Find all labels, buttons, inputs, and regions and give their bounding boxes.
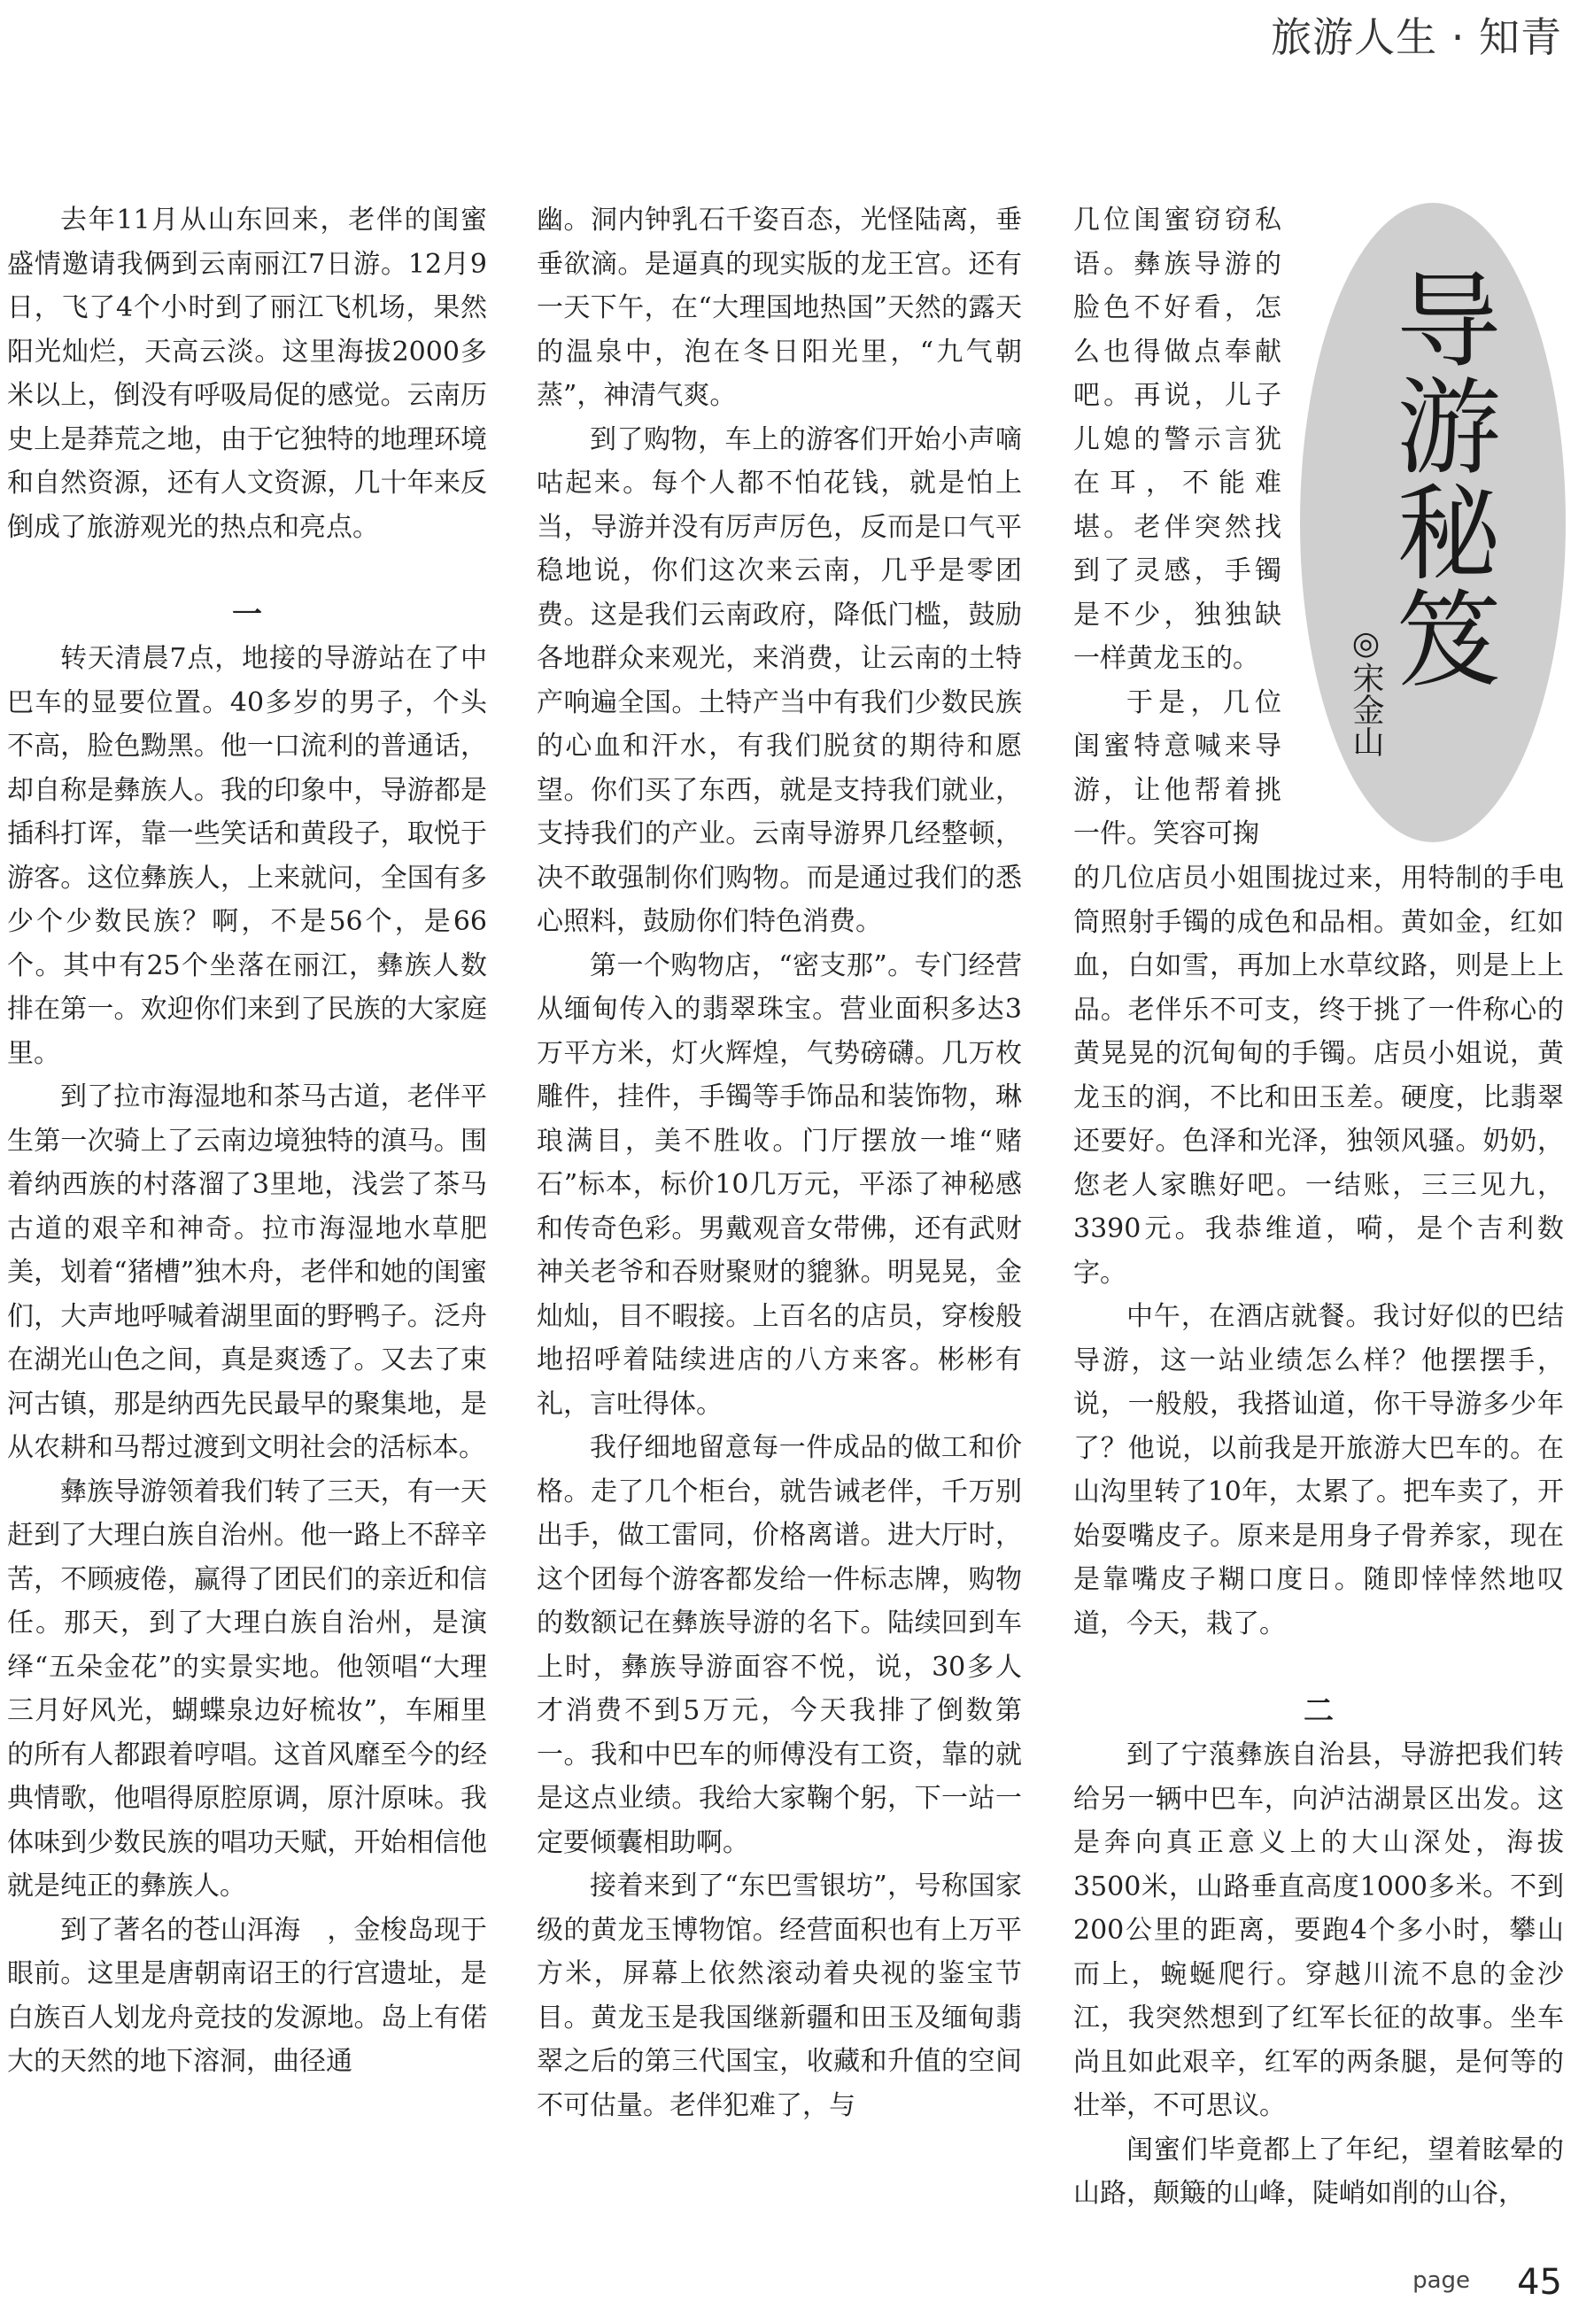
paragraph: 接着来到了“东巴雪银坊”，号称国家级的黄龙玉博物馆。经营面积也有上万平方米，屏幕上依然滚动着央视的鉴宝节目。黄龙玉是我国继新疆和田玉及缅甸翡翠之后的第三代国宝，收藏和升值的空间不可估量。老伴犯难了，与 xyxy=(537,1871,1022,2121)
paragraph: 到了拉市海湿地和茶马古道，老伴平生第一次骑上了云南边境独特的滇马。围着纳西族的村落溜了3里地，浅尝了茶马古道的艰辛和神奇。拉市海湿地水草肥美，划着“猪槽”独木舟，老伴和她的闺蜜们，大声地呼喊着湖里面的野鸭子。泛舟在湖光山色之间，真是爽透了。又去了束河古镇，那是纳西先民最早的聚集地，是从农耕和马帮过渡到文明社会的活标本。 xyxy=(7,1081,487,1463)
paragraph: 中午，在酒店就餐。我讨好似的巴结导游，这一站业绩怎么样？他摆摆手，说，一般般，我搭讪道，你干导游多少年了？他说，以前我是开旅游大巴车的。在山沟里转了10年，太累了。把车卖了，开始耍嘴皮子。原来是用身子骨养家，现在是靠嘴皮子糊口度日。随即悻悻然地叹道，今天，栽了。 xyxy=(1073,1301,1564,1639)
paragraph: 到了著名的苍山洱海 ，金梭岛现于眼前。这里是唐朝南诏王的行宫遗址，是白族百人划龙舟竞技的发源地。岛上有偌大的天然的地下溶洞，曲径通 xyxy=(7,1914,487,2077)
paragraph: 彝族导游领着我们转了三天，有一天赶到了大理白族自治州。他一路上不辞辛苦，不顾疲倦，赢得了团民们的亲近和信任。那天，到了大理白族自治州，是演绎“五朵金花”的实景实地。他领唱“大理三月好风光，蝴蝶泉边好梳妆”，车厢里的所有人都跟着哼唱。这首风靡至今的经典情歌，他唱得原腔原调，原汁原味。我体味到少数民族的唱功天赋，开始相信他就是纯正的彝族人。 xyxy=(7,1476,487,1902)
paragraph: 到了宁蒗彝族自治县，导游把我们转给另一辆中巴车，向泸沽湖景区出发。这是奔向真正意义上的大山深处，海拔3500米，山路垂直高度1000多米。不到200公里的距离，要跑4个多小时，攀山而上，蜿蜒爬行。穿越川流不息的金沙江，我突然想到了红军长征的故事。坐车尚且如此艰辛，红军的两条腿，是何等的壮举，不可思议。 xyxy=(1073,1739,1564,2121)
paragraph: 去年11月从山东回来，老伴的闺蜜盛情邀请我俩到云南丽江7日游。12月9日，飞了4个小时到了丽江飞机场，果然阳光灿烂，天高云淡。这里海拔2000多米以上，倒没有呼吸局促的感觉。云南历史上是莽荒之地，由于它独特的地理环境和自然资源，还有人文资源，几十年来反倒成了旅游观光的热点和亮点。 xyxy=(7,205,487,543)
article-column-2 xyxy=(537,198,1022,2127)
page-number: 45 xyxy=(1517,2262,1562,2303)
article-title: 导游秘笈 xyxy=(1379,266,1501,691)
paragraph: 第一个购物店，“密支那”。专门经营从缅甸传入的翡翠珠宝。营业面积多达3万平方米，灯火辉煌，气势磅礴。几万枚雕件，挂件，手镯等手饰品和装饰物，琳琅满目，美不胜收。门厅摆放一堆“赌石”标本，标价10几万元，平添了神秘感和传奇色彩。男戴观音女带佛，还有武财神关老爷和吞财聚财的貔貅。明晃晃，金灿灿，目不暇接。上百名的店员，穿梭般地招呼着陆续进店的八方来客。彬彬有礼，言吐得体。 xyxy=(537,949,1022,1420)
paragraph-spacer xyxy=(7,549,487,593)
article-column-3-bottom xyxy=(1073,856,1564,2216)
section-heading: 一 xyxy=(232,596,262,632)
paragraph: 的几位店员小姐围拢过来，用特制的手电筒照射手镯的成色和品相。黄如金，红如血，白如雪，再加上水草纹路，则是上上品。老伴乐不可支，终于挑了一件称心的黄晃晃的沉甸甸的手镯。店员小姐说，黄龙玉的润，不比和田玉差。硬度，比翡翠还要好。色泽和光泽，独领风骚。奶奶，您老人家瞧好吧。一结账，三三见九，3390元。我恭维道，嗬，是个吉利数字。 xyxy=(1073,863,1564,1289)
paragraph: 我仔细地留意每一件成品的做工和价格。走了几个柜台，就告诫老伴，千万别出手，做工雷同，价格离谱。进大厅时，这个团每个游客都发给一件标志牌，购物的数额记在彝族导游的名下。陆续回到车上时，彝族导游面容不悦，说，30多人才消费不到5万元，今天我排了倒数第一。我和中巴车的师傅没有工资，靠的就是这点业绩。我给大家鞠个躬，下一站一定要倾囊相助啊。 xyxy=(537,1432,1022,1858)
paragraph: 幽。洞内钟乳石千姿百态，光怪陆离，垂垂欲滴。是逼真的现实版的龙王宫。还有一天下午，在“大理国地热国”天然的露天的温泉中，泡在冬日阳光里，“九气朝蒸”，神清气爽。 xyxy=(537,205,1022,411)
article-column-1 xyxy=(7,198,487,2084)
header-title: 旅游人生 · 知青 xyxy=(1271,13,1562,61)
page-label: page xyxy=(1412,2267,1470,2294)
author-byline: ◎宋金山 xyxy=(1348,625,1384,757)
article-column-3-top xyxy=(1073,198,1281,856)
paragraph: 闺蜜们毕竟都上了年纪，望着眩晕的山路，颠簸的山峰，陡峭如削的山谷， xyxy=(1073,2134,1564,2209)
section-heading: 二 xyxy=(1304,1693,1334,1729)
paragraph: 几位闺蜜窃窃私语。彝族导游的脸色不好看，怎么也得做点奉献吧。再说，儿子儿媳的警示言犹在耳，不能难堪。老伴突然找到了灵感，手镯是不少，独独缺一样黄龙玉的。 xyxy=(1073,205,1281,674)
paragraph: 转天清晨7点，地接的导游站在了中巴车的显要位置。40多岁的男子，个头不高，脸色黝黑。他一口流利的普通话，却自称是彝族人。我的印象中，导游都是插科打诨，靠一些笑话和黄段子，取悦于游客。这位彝族人，上来就问，全国有多少个少数民族？啊，不是56个，是66个。其中有25个坐落在丽江，彝族人数排在第一。欢迎你们来到了民族的大家庭里。 xyxy=(7,643,487,1069)
paragraph: 到了购物，车上的游客们开始小声嘀咕起来。每个人都不怕花钱，就是怕上当，导游并没有厉声厉色，反而是口气平稳地说，你们这次来云南，几乎是零团费。这是我们云南政府，降低门槛，鼓励各地群众来观光，来消费，让云南的土特产响遍全国。土特产当中有我们少数民族的心血和汗水，有我们脱贫的期待和愿望。你们买了东西，就是支持我们就业，支持我们的产业。云南导游界几经整顿，决不敢强制你们购物。而是通过我们的悉心照料，鼓励你们特色消费。 xyxy=(537,423,1022,937)
paragraph: 于是，几位闺蜜特意喊来导游，让他帮着挑一件。笑容可掬 xyxy=(1073,686,1281,849)
paragraph-spacer xyxy=(1073,1646,1564,1690)
